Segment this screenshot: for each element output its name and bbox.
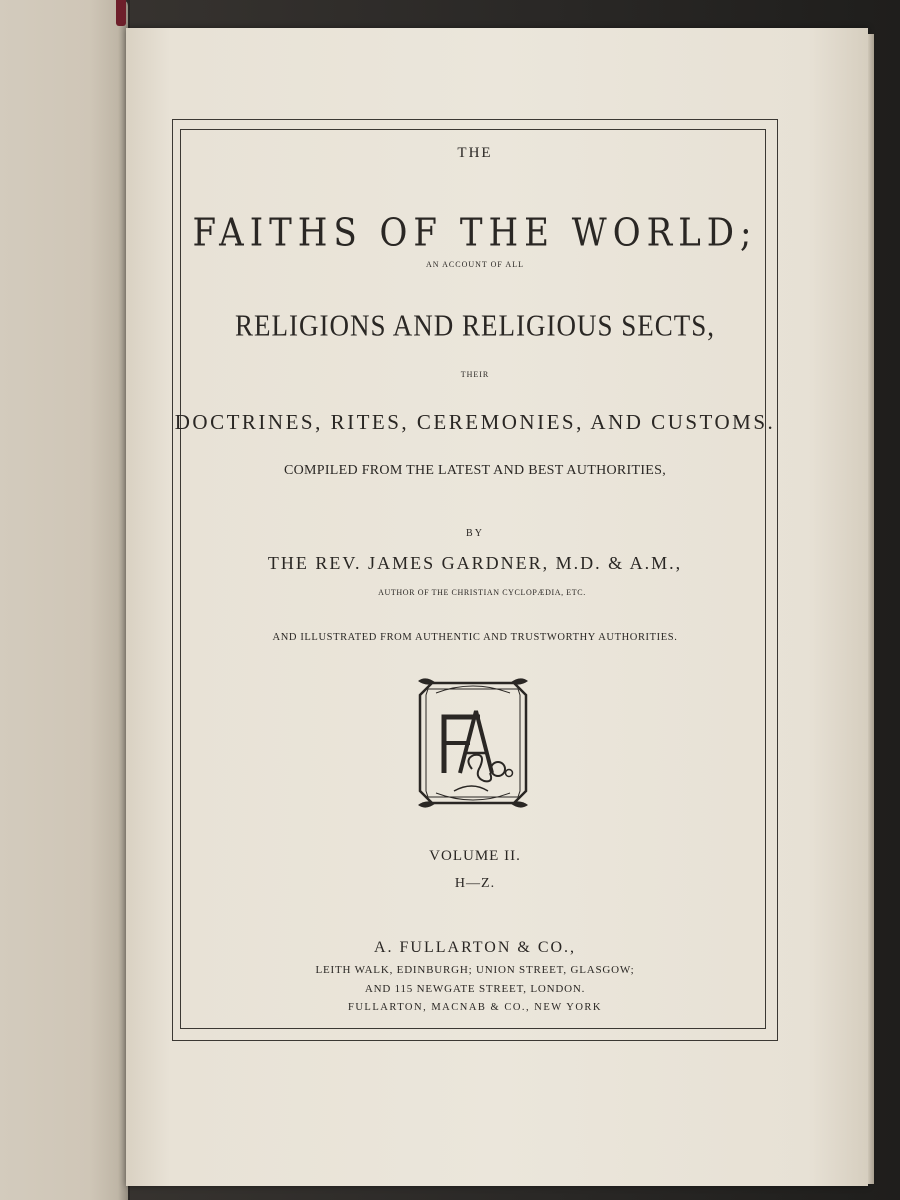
left-endpaper <box>0 0 128 1200</box>
volume-number: VOLUME II. <box>429 848 521 864</box>
publisher-address-3: FULLARTON, MACNAB & CO., NEW YORK <box>347 1002 603 1013</box>
volume-range: H—Z. <box>454 876 496 891</box>
illustrated-line: AND ILLUSTRATED FROM AUTHENTIC AND TRUSTWORTHY AUTHORITIES. <box>272 632 678 643</box>
publisher-name: A. FULLARTON & CO., <box>373 939 577 956</box>
title-page <box>126 28 868 1186</box>
subtitle: RELIGIONS AND RELIGIOUS SECTS, <box>234 308 715 343</box>
bookmark-ribbon <box>116 0 126 26</box>
page-edge <box>868 34 874 1184</box>
book-title: FAITHS OF THE WORLD; <box>192 211 758 256</box>
compiled-line: COMPILED FROM THE LATEST AND BEST AUTHORITIES, <box>283 463 667 478</box>
publisher-monogram-emblem <box>414 673 532 813</box>
subtitle-2: DOCTRINES, RITES, CEREMONIES, AND CUSTOMS. <box>174 410 776 434</box>
author-note: AUTHOR OF THE CHRISTIAN CYCLOPÆDIA, ETC. <box>378 588 586 597</box>
title-article: THE <box>457 145 493 161</box>
by-line: BY <box>466 528 484 539</box>
author-name: THE REV. JAMES GARDNER, M.D. & A.M., <box>267 553 683 573</box>
subtitle-intro: AN ACCOUNT OF ALL <box>426 260 524 269</box>
publisher-address-2: AND 115 NEWGATE STREET, LONDON. <box>364 983 586 995</box>
publisher-address-1: LEITH WALK, EDINBURGH; UNION STREET, GLASGOW; <box>315 964 635 976</box>
subtitle-connector: THEIR <box>460 370 490 379</box>
